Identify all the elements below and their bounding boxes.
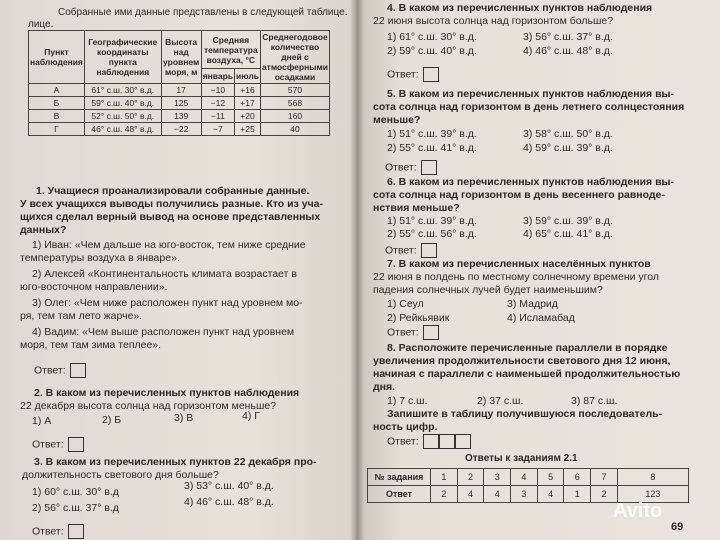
answers-number: 8 — [617, 469, 688, 486]
q5-option: 3) 58° с.ш. 50° в.д. — [523, 128, 613, 140]
answers-table — [367, 468, 689, 503]
left-page — [0, 0, 357, 540]
q7-option: 1) Сеул — [387, 298, 424, 310]
q6-answer-box[interactable] — [421, 243, 437, 258]
q2-answer: Ответ: — [32, 437, 84, 452]
table-row — [29, 97, 330, 110]
q8-answer-box[interactable] — [423, 434, 439, 449]
table-cell: 125 — [161, 97, 201, 110]
answers-value: 2 — [591, 486, 618, 503]
q1-option: юго-восточном направлении». — [20, 281, 168, 293]
answers-row-label: Ответ — [368, 486, 431, 503]
table-header: Средняя температура воздуха, °С — [201, 31, 260, 69]
answers-value: 4 — [537, 486, 564, 503]
answers-value: 3 — [511, 486, 538, 503]
table-cell: 52° с.ш. 50° в.д. — [84, 110, 161, 123]
table-cell: 46° с.ш. 48° в.д. — [84, 123, 161, 136]
q4-option: 1) 61° с.ш. 30° в.д. — [387, 31, 477, 43]
table-header: Среднегодовое количество дней с атмосферными осадками — [261, 32, 328, 82]
table-cell: 17 — [161, 84, 201, 97]
q4-answer-box[interactable] — [423, 67, 439, 82]
answers-title: Ответы к заданиям 2.1 — [465, 453, 578, 464]
q3-option: 4) 46° с.ш. 48° в.д. — [184, 496, 274, 508]
table-cell: −7 — [201, 123, 234, 136]
table-header: Высота над уровнем моря, м — [161, 31, 201, 84]
q3-option: 1) 60° с.ш. 30° в.д — [32, 486, 119, 498]
q6-option: 2) 55° с.ш. 56° в.д. — [387, 228, 477, 240]
q3-line: 3. В каком из перечисленных пунктов 22 декабря про- — [34, 456, 317, 468]
q4-answer: Ответ: — [387, 67, 439, 82]
table-cell: +25 — [235, 123, 261, 136]
q1-line: 1. Учащиеся проанализировали собранные данные. — [36, 185, 310, 197]
q2-option: 1) А — [32, 415, 52, 427]
q3-option: 3) 53° с.ш. 40° в.д. — [184, 480, 274, 492]
q8-option: 2) 37 с.ш. — [477, 395, 524, 407]
q8-instruction: Запишите в таблицу получившуюся последователь- — [387, 408, 663, 420]
q5-answer: Ответ: — [385, 160, 437, 175]
q8-option: 1) 7 с.ш. — [387, 395, 428, 407]
q1-option: ря, тем там лето жарче». — [20, 310, 143, 322]
table-cell: Г — [29, 123, 85, 136]
q5-line: 5. В каком из перечисленных пунктов наблюдения вы- — [387, 88, 675, 100]
table-cell: В — [29, 110, 85, 123]
q7-answer-box[interactable] — [423, 325, 439, 340]
table-row — [29, 110, 330, 123]
table-subheader: июль — [235, 69, 261, 84]
q4-option: 4) 46° с.ш. 48° в.д. — [523, 45, 613, 57]
q4-option: 2) 59° с.ш. 40° в.д. — [387, 45, 477, 57]
q1-line: У всех учащихся выводы получились разные. Кто из уча- — [20, 198, 323, 210]
table-cell: 40 — [260, 123, 329, 136]
table-row — [29, 84, 330, 97]
q3-line: должительность светового дня больше? — [22, 469, 219, 481]
table-subheader: январь — [201, 69, 234, 84]
table-cell: 139 — [161, 110, 201, 123]
q1-option: 1) Иван: «Чем дальше на юго-восток, тем ниже средние — [32, 239, 306, 251]
q6-option: 3) 59° с.ш. 39° в.д. — [523, 215, 613, 227]
answers-number: 7 — [591, 469, 618, 486]
q1-answer-box[interactable] — [70, 363, 86, 378]
q7-answer: Ответ: — [387, 325, 439, 340]
q8-line: увеличения продолжительности светового дня 12 июня, — [373, 355, 671, 367]
q6-option: 1) 51° с.ш. 39° в.д. — [387, 215, 477, 227]
q2-line: 22 декабря высота солнца над горизонтом меньше? — [20, 400, 277, 412]
q6-line: 6. В каком из перечисленных пунктов наблюдения вы- — [387, 176, 675, 188]
answers-number: 4 — [511, 469, 538, 486]
q4-line: 22 июня высота солнца над горизонтом больше? — [373, 15, 614, 27]
answers-number: 6 — [564, 469, 591, 486]
q8-option: 3) 87 с.ш. — [571, 395, 618, 407]
table-cell: 61° с.ш. 30° в.д. — [84, 84, 161, 97]
intro-text-end: лице. — [28, 19, 54, 30]
answers-value: 1 — [564, 486, 591, 503]
table-cell: Б — [29, 97, 85, 110]
q1-answer: Ответ: — [34, 363, 86, 378]
q2-option: 2) Б — [102, 414, 122, 426]
q8-answer-boxes — [423, 435, 471, 447]
q5-option: 2) 55° с.ш. 41° в.д. — [387, 142, 477, 154]
answers-row-label: № задания — [368, 469, 431, 486]
q8-line: начиная с параллели с наименьшей продолжительностью — [373, 368, 681, 380]
q8-answer: Ответ: — [387, 434, 471, 449]
q1-line: данных? — [20, 224, 67, 236]
q1-option: температуры воздуха в январе». — [20, 252, 180, 264]
table-cell: −11 — [201, 110, 234, 123]
q6-answer: Ответ: — [385, 243, 437, 258]
q5-line: меньше? — [373, 114, 421, 126]
q3-answer: Ответ: — [32, 524, 84, 539]
answers-number: 3 — [484, 469, 511, 486]
q6-line: сота солнца над горизонтом в день весеннего равноде- — [373, 189, 665, 201]
q8-answer-box[interactable] — [455, 434, 471, 449]
q5-option: 4) 59° с.ш. 39° в.д. — [523, 142, 613, 154]
table-cell: 568 — [260, 97, 329, 110]
q7-option: 3) Мадрид — [507, 298, 558, 310]
q7-line: падения солнечных лучей будет наименьшим? — [373, 284, 603, 296]
q5-answer-box[interactable] — [421, 160, 437, 175]
q3-answer-box[interactable] — [68, 524, 84, 539]
table-cell: −12 — [201, 97, 234, 110]
q2-option: 4) Г — [242, 410, 260, 422]
q2-option: 3) В — [174, 412, 194, 424]
table-cell: 59° с.ш. 40° в.д. — [84, 97, 161, 110]
q3-option: 2) 56° с.ш. 37° в.д — [32, 502, 119, 514]
q7-line: 7. В каком из перечисленных населённых пунктов — [387, 258, 651, 270]
q8-line: дня. — [373, 381, 396, 393]
table-header: Пункт наблюдения — [29, 31, 85, 84]
table-cell: −22 — [161, 123, 201, 136]
q7-option: 4) Исламабад — [507, 312, 575, 324]
book-spine — [350, 0, 364, 540]
table-cell: +16 — [235, 84, 261, 97]
q2-line: 2. В каком из перечисленных пунктов наблюдения — [34, 387, 300, 399]
q8-instruction: ность цифр. — [373, 421, 438, 433]
right-page — [357, 0, 720, 540]
table-cell: А — [29, 84, 85, 97]
q5-option: 1) 51° с.ш. 39° в.д. — [387, 128, 477, 140]
answers-value: 2 — [431, 486, 458, 503]
q5-line: сота солнца над горизонтом в день летнего солнцестояния — [373, 101, 685, 113]
table-cell: −10 — [201, 84, 234, 97]
table-row — [368, 469, 689, 486]
q8-line: 8. Расположите перечисленные параллели в порядке — [387, 342, 668, 354]
q7-line: 22 июня в полдень по местному солнечному времени угол — [373, 271, 659, 283]
intro-text: Собранные ими данные представлены в следующей таблице. — [58, 7, 348, 18]
answers-number: 1 — [431, 469, 458, 486]
answers-value: 4 — [457, 486, 484, 503]
q4-option: 3) 56° с.ш. 37° в.д. — [523, 31, 613, 43]
answers-value: 4 — [484, 486, 511, 503]
q1-option: моря, тем там зима теплее». — [20, 339, 162, 351]
answers-number: 5 — [537, 469, 564, 486]
q4-line: 4. В каком из перечисленных пунктов наблюдения — [387, 2, 653, 14]
q2-answer-box[interactable] — [68, 437, 84, 452]
answers-value: 123 — [617, 486, 688, 503]
answers-number: 2 — [457, 469, 484, 486]
q8-answer-box[interactable] — [439, 434, 455, 449]
table-header: Географические координаты пункта наблюдения — [84, 31, 161, 84]
q6-option: 4) 65° с.ш. 41° в.д. — [523, 228, 613, 240]
q1-line: щихся сделал верный вывод на основе представленных — [20, 211, 321, 223]
watermark: Avito — [613, 500, 663, 522]
page-number: 69 — [671, 521, 684, 533]
table-cell: 160 — [260, 110, 329, 123]
table-cell: +17 — [235, 97, 261, 110]
table-cell: +20 — [235, 110, 261, 123]
q1-option: 2) Алексей «Континентальность климата возрастает в — [32, 268, 297, 280]
q1-option: 3) Олег: «Чем ниже расположен пункт над уровнем мо- — [32, 297, 303, 309]
q7-option: 2) Рейкьявик — [387, 312, 450, 324]
q1-option: 4) Вадим: «Чем выше расположен пункт над уровнем — [32, 326, 295, 338]
data-table — [28, 30, 330, 136]
table-cell: 570 — [260, 84, 329, 97]
q6-line: нствия меньше? — [373, 202, 460, 214]
table-row — [29, 123, 330, 136]
